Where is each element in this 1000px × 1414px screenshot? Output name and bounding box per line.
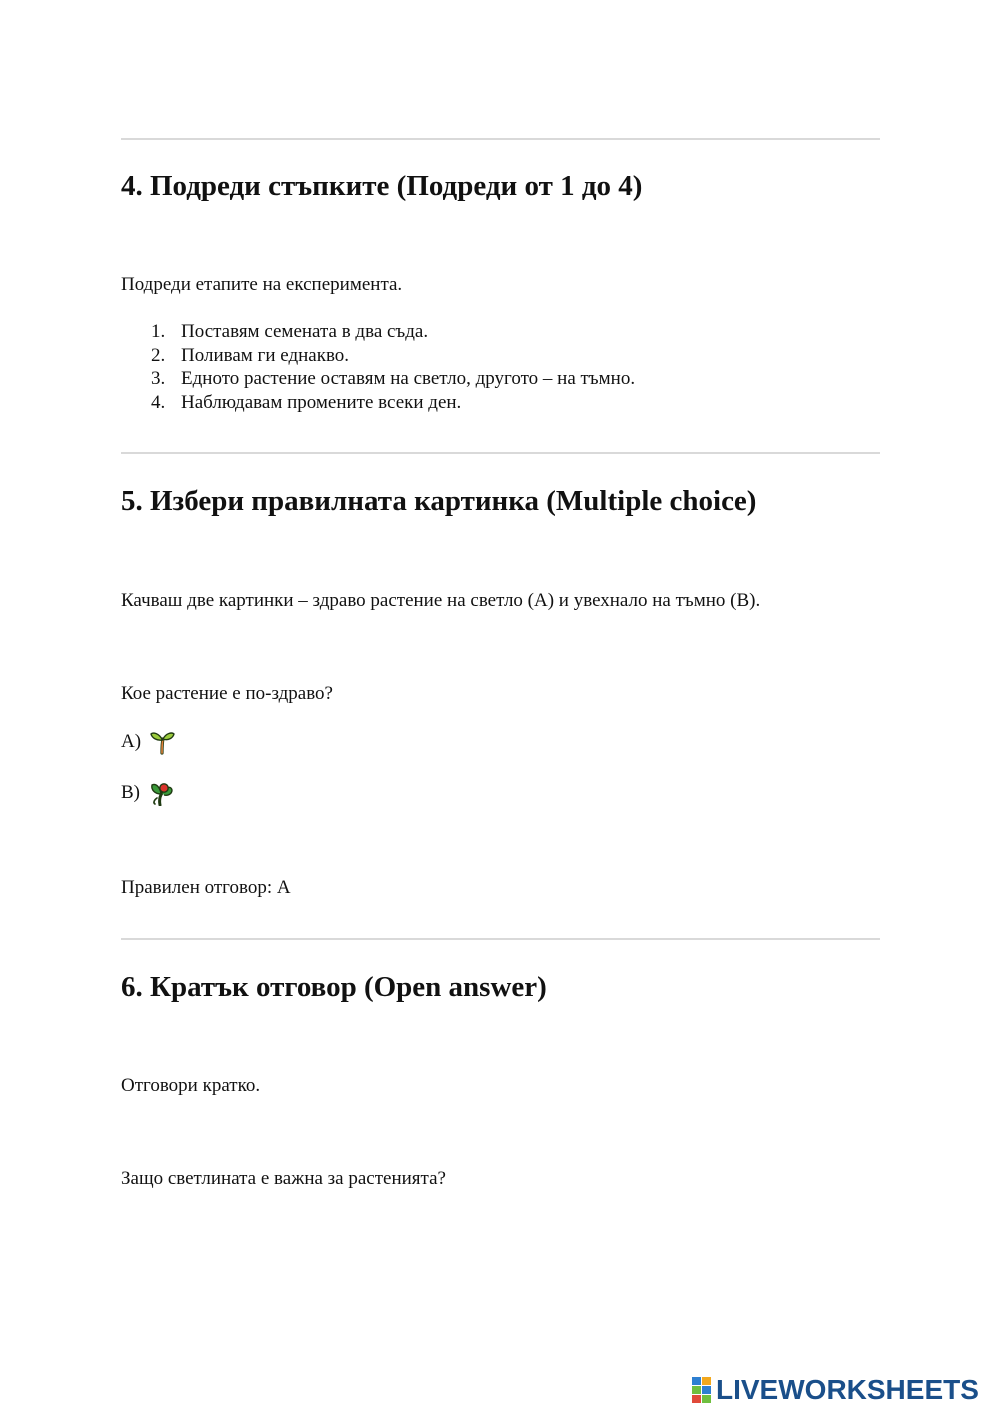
divider-section-6 [121, 938, 880, 940]
section-6-title: 6. Кратък отговор (Open answer) [121, 971, 547, 1003]
option-a[interactable] [121, 728, 175, 756]
steps-list [121, 320, 635, 414]
section-5-intro: Качваш две картинки – здраво растение на светло (А) и увехнало на тъмно (В). [121, 590, 761, 611]
section-6-question: Защо светлината е важна за растенията? [121, 1168, 446, 1189]
list-item: 3. Едното растение оставям на светло, другото – на тъмно. [151, 368, 636, 389]
sprout-icon [149, 729, 175, 755]
list-item: 4. Наблюдавам промените всеки ден. [151, 391, 462, 413]
divider-top [121, 138, 880, 140]
option-a-label: А) [121, 731, 142, 752]
logo-text: LIVEWORKSHEETS [716, 1374, 979, 1405]
section-4-instruction: Подреди етапите на експеримента. [121, 274, 403, 295]
list-item: 2. Поливам ги еднакво. [151, 344, 350, 366]
section-6-instruction: Отговори кратко. [121, 1075, 261, 1096]
section-4-title: 4. Подреди стъпките (Подреди от 1 до 4) [121, 170, 643, 202]
liveworksheets-logo[interactable] [692, 1376, 979, 1404]
section-5-answer: Правилен отговор: А [121, 877, 291, 898]
section-5-title: 5. Избери правилната картинка (Multiple choice) [121, 485, 757, 517]
logo-mark-icon [692, 1377, 712, 1403]
list-item: 1. Поставям семената в два съда. [151, 321, 429, 342]
divider-section-5 [121, 452, 880, 454]
section-5-question: Кое растение е по-здраво? [121, 683, 333, 704]
option-b[interactable] [121, 779, 174, 807]
option-b-label: В) [121, 782, 140, 803]
wilted-plant-icon [148, 780, 174, 806]
